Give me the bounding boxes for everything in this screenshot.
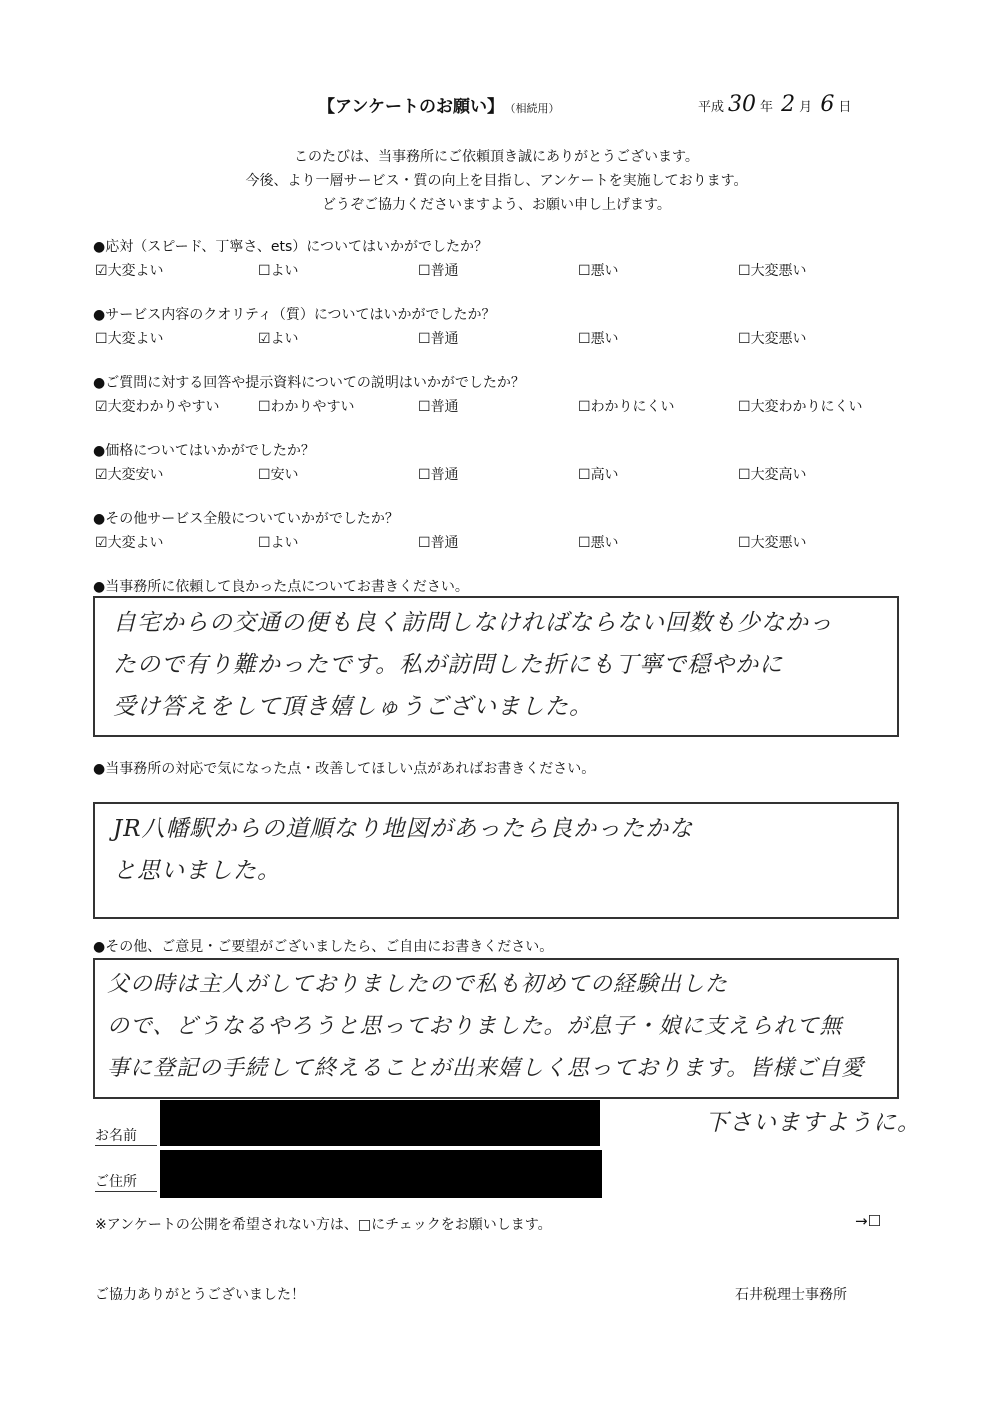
date [698, 92, 851, 117]
checkbox-icon: ☐ [738, 331, 751, 347]
option-label: 大変よい [107, 263, 164, 279]
checked-box-icon: ☑ [95, 467, 108, 483]
section-heading: ●その他、ご意見・ご要望がございましたら、ご自由にお書きください。 [93, 939, 554, 955]
section-heading: ●当事務所の対応で気になった点・改善してほしい点があればお書きください。 [93, 761, 596, 777]
intro-line: 今後、より一層サービス・質の向上を目指し、アンケートを実施しております。 [245, 173, 748, 189]
option-checkbox[interactable] [418, 532, 459, 552]
question-text: ●価格についてはいかがでしたか？ [93, 443, 315, 459]
option-label: 普通 [430, 263, 459, 279]
answer-line: ので、どうなるやろうと思っておりました。が息子・娘に支えられて無 [107, 1014, 843, 1039]
checkbox-icon: ☐ [738, 263, 751, 279]
checkbox-icon: ☐ [258, 535, 271, 551]
title-subtitle: （相続用） [509, 102, 560, 115]
opt-out-note: ※アンケートの公開を希望されない方は、□にチェックをお願いします。 [95, 1217, 552, 1233]
option-label: 悪い [590, 331, 619, 347]
option-label: 普通 [430, 467, 459, 483]
option-label: 大変わかりにくい [750, 399, 863, 415]
answer-box-comments[interactable] [93, 958, 899, 1099]
checkbox-icon: ☐ [738, 467, 751, 483]
intro-line: どうぞご協力くださいますよう、お願い申し上げます。 [322, 197, 671, 213]
option-checkbox[interactable] [738, 260, 807, 280]
date-year: 30 [728, 92, 757, 117]
option-checkbox[interactable] [738, 532, 807, 552]
checkbox-icon: ☐ [578, 263, 591, 279]
option-checkbox[interactable] [418, 328, 459, 348]
option-checkbox[interactable] [258, 396, 355, 416]
option-checkbox[interactable] [95, 328, 164, 348]
checkbox-icon: ☐ [418, 467, 431, 483]
checkbox-icon: ☐ [738, 535, 751, 551]
option-label: 大変よい [107, 331, 164, 347]
date-month-unit: 月 [799, 100, 813, 115]
option-checkbox[interactable] [578, 260, 619, 280]
checked-box-icon: ☑ [258, 331, 271, 347]
question-text: ●ご質問に対する回答や提示資料についての説明はいかがでしたか？ [93, 375, 525, 391]
option-checkbox[interactable] [95, 532, 164, 552]
address-label: ご住所 [95, 1171, 157, 1192]
option-checkbox[interactable] [95, 396, 220, 416]
option-checkbox[interactable] [738, 396, 863, 416]
option-checkbox[interactable] [578, 396, 675, 416]
question-text: ●サービス内容のクオリティ（質）についてはいかがでしたか？ [93, 307, 496, 323]
intro-line: このたびは、当事務所にご依頼頂き誠にありがとうございます。 [294, 149, 699, 165]
option-label: 大変悪い [750, 535, 807, 551]
option-checkbox[interactable] [258, 260, 299, 280]
answer-line: 自宅からの交通の便も良く訪問しなければならない回数も少なかっ [113, 610, 833, 636]
footer-thanks: ご協力ありがとうございました！ [95, 1287, 305, 1303]
option-checkbox[interactable] [578, 464, 619, 484]
answer-box-good-points[interactable] [93, 596, 899, 737]
option-label: わかりやすい [270, 399, 355, 415]
question-text: ●その他サービス全般についていかがでしたか？ [93, 511, 399, 527]
answer-line: JR八幡駅からの道順なり地図があったら良かったかな [113, 816, 694, 842]
answer-line: たので有り難かったです。私が訪問した折にも丁寧で穏やかに [113, 652, 784, 678]
option-label: 大変悪い [750, 263, 807, 279]
option-checkbox[interactable] [418, 260, 459, 280]
title-text: 【アンケートのお願い】 [318, 97, 504, 117]
checkbox-icon: ☐ [95, 331, 108, 347]
checkbox-icon: ☐ [258, 263, 271, 279]
date-month: 2 [781, 92, 796, 117]
handwritten-answer [113, 602, 833, 728]
option-label: 普通 [430, 399, 459, 415]
option-label: 大変高い [750, 467, 807, 483]
checked-box-icon: ☑ [95, 263, 108, 279]
checkbox-icon: ☐ [418, 331, 431, 347]
arrow-icon: → [855, 1212, 868, 1230]
option-label: 大変わかりやすい [107, 399, 220, 415]
option-label: 大変よい [107, 535, 164, 551]
handwritten-answer-continued: 下さいますように。 [705, 1110, 921, 1136]
answer-line: 事に登記の手続して終えることが出来嬉しく思っております。皆様ご自愛 [107, 1056, 865, 1081]
option-checkbox[interactable] [95, 464, 164, 484]
name-label: お名前 [95, 1125, 157, 1146]
checkbox-icon: ☐ [258, 467, 271, 483]
checkbox-icon: ☐ [578, 535, 591, 551]
address-redacted [160, 1150, 602, 1198]
option-checkbox[interactable] [738, 328, 807, 348]
option-label: 普通 [430, 331, 459, 347]
option-checkbox[interactable] [578, 328, 619, 348]
opt-out-checkbox[interactable]: →☐ [855, 1212, 882, 1230]
option-label: 普通 [430, 535, 459, 551]
answer-line: 受け答えをして頂き嬉しゅうございました。 [113, 694, 593, 720]
checkbox-icon: ☐ [578, 331, 591, 347]
checked-box-icon: ☑ [95, 535, 108, 551]
date-year-unit: 年 [760, 100, 774, 115]
option-label: 大変安い [107, 467, 164, 483]
option-label: 安い [270, 467, 299, 483]
option-label: 大変悪い [750, 331, 807, 347]
option-label: よい [270, 263, 299, 279]
option-checkbox[interactable] [95, 260, 164, 280]
checkbox-icon: ☐ [578, 399, 591, 415]
date-era: 平成 [698, 100, 725, 115]
option-checkbox[interactable] [738, 464, 807, 484]
checkbox-icon: ☐ [258, 399, 271, 415]
option-label: 悪い [590, 535, 619, 551]
section-heading: ●当事務所に依頼して良かった点についてお書きください。 [93, 579, 469, 595]
handwritten-answer [107, 964, 864, 1090]
option-checkbox[interactable] [578, 532, 619, 552]
answer-line: と思いました。 [113, 858, 281, 884]
option-checkbox[interactable] [418, 464, 459, 484]
checked-box-icon: ☑ [95, 399, 108, 415]
option-checkbox[interactable] [258, 464, 299, 484]
option-label: よい [270, 535, 299, 551]
handwritten-answer [113, 808, 693, 892]
option-checkbox[interactable] [258, 532, 299, 552]
option-label: 悪い [590, 263, 619, 279]
checkbox-icon: ☐ [418, 399, 431, 415]
checkbox-icon: ☐ [418, 263, 431, 279]
checkbox-icon: ☐ [738, 399, 751, 415]
page-title [318, 92, 559, 117]
question-text: ●応対（スピード、丁寧さ、ets）についてはいかがでしたか？ [93, 239, 488, 255]
date-day-unit: 日 [838, 100, 852, 115]
date-day: 6 [820, 92, 835, 117]
option-label: わかりにくい [590, 399, 675, 415]
option-label: 高い [590, 467, 619, 483]
option-label: よい [270, 331, 299, 347]
name-redacted [160, 1100, 600, 1146]
checkbox-icon: ☐ [578, 467, 591, 483]
option-checkbox[interactable] [418, 396, 459, 416]
answer-line: 父の時は主人がしておりましたので私も初めての経験出した [107, 972, 729, 997]
answer-box-improvements[interactable] [93, 802, 899, 919]
footer-office: 石井税理士事務所 [735, 1287, 847, 1303]
option-checkbox[interactable] [258, 328, 299, 348]
checkbox-icon: ☐ [418, 535, 431, 551]
